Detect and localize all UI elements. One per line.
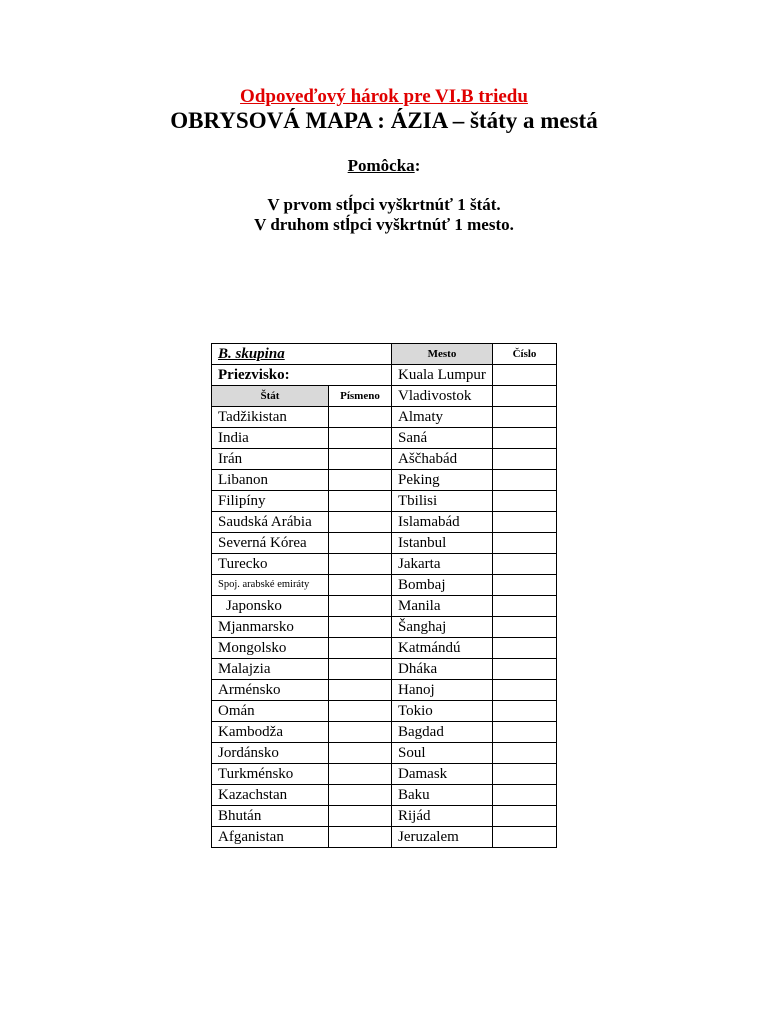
table-row [212,827,557,848]
table-row [212,680,557,701]
table-row [212,512,557,533]
state-cell: Mjanmarsko [212,617,329,638]
table-row [212,743,557,764]
col-state-header: Štát [212,386,329,407]
number-cell[interactable] [493,722,557,743]
state-cell: Turkménsko [212,764,329,785]
city-cell: Bombaj [392,575,493,596]
number-cell[interactable] [493,596,557,617]
number-cell[interactable] [493,575,557,596]
letter-cell[interactable] [329,701,392,722]
city-cell: Jakarta [392,554,493,575]
number-cell[interactable] [493,701,557,722]
col-number-header: Číslo [493,344,557,365]
letter-cell[interactable] [329,638,392,659]
table-row [212,491,557,512]
city-cell: Damask [392,764,493,785]
instruction-line-2: V druhom stĺpci vyškrtnúť 1 mesto. [254,215,514,234]
group-cell [212,344,392,365]
state-cell: Mongolsko [212,638,329,659]
letter-cell[interactable] [329,533,392,554]
number-cell[interactable] [493,470,557,491]
letter-cell[interactable] [329,596,392,617]
number-cell[interactable] [493,743,557,764]
state-cell: Japonsko [212,596,329,617]
city-cell: Islamabád [392,512,493,533]
city-cell: Katmándú [392,638,493,659]
number-cell[interactable] [493,407,557,428]
table-row [212,449,557,470]
surname-label: Priezvisko: [212,365,392,386]
table-header-row-3 [212,386,557,407]
state-cell: Spoj. arabské emiráty [212,575,329,596]
letter-cell[interactable] [329,722,392,743]
number-cell[interactable] [493,827,557,848]
city-cell: Vladivostok [392,386,493,407]
state-cell: Bhután [212,806,329,827]
letter-cell[interactable] [329,764,392,785]
hint-heading [0,156,768,176]
number-cell[interactable] [493,680,557,701]
state-cell: Afganistan [212,827,329,848]
city-cell: Kuala Lumpur [392,365,493,386]
state-cell: Malajzia [212,659,329,680]
letter-cell[interactable] [329,449,392,470]
letter-cell[interactable] [329,428,392,449]
letter-cell[interactable] [329,512,392,533]
number-cell[interactable] [493,785,557,806]
table-header-row-1 [212,344,557,365]
city-cell: Tokio [392,701,493,722]
instruction-line-1: V prvom stĺpci vyškrtnúť 1 štát. [267,195,501,214]
state-cell: Libanon [212,470,329,491]
letter-cell[interactable] [329,575,392,596]
number-cell[interactable] [493,554,557,575]
table-row [212,722,557,743]
state-cell: Saudská Arábia [212,512,329,533]
letter-cell[interactable] [329,617,392,638]
city-cell: Šanghaj [392,617,493,638]
table-row [212,659,557,680]
table-row [212,596,557,617]
table-row [212,806,557,827]
city-cell: Manila [392,596,493,617]
city-cell: Aščhabád [392,449,493,470]
state-cell: Jordánsko [212,743,329,764]
table-row [212,638,557,659]
city-cell: Bagdad [392,722,493,743]
table-row [212,428,557,449]
letter-cell[interactable] [329,785,392,806]
city-cell: Soul [392,743,493,764]
number-cell[interactable] [493,365,557,386]
number-cell[interactable] [493,449,557,470]
number-cell[interactable] [493,386,557,407]
letter-cell[interactable] [329,470,392,491]
city-cell: Jeruzalem [392,827,493,848]
state-cell: Tadžikistan [212,407,329,428]
city-cell: Hanoj [392,680,493,701]
city-cell: Rijád [392,806,493,827]
col-letter-header: Písmeno [329,386,392,407]
table-row [212,470,557,491]
city-cell: Almaty [392,407,493,428]
letter-cell[interactable] [329,407,392,428]
table-row [212,617,557,638]
state-cell: India [212,428,329,449]
table-header-row-2 [212,365,557,386]
letter-cell[interactable] [329,827,392,848]
state-cell: Filipíny [212,491,329,512]
table-row [212,785,557,806]
answer-table [211,343,557,848]
col-city-header: Mesto [392,344,493,365]
city-cell: Istanbul [392,533,493,554]
table-row [212,407,557,428]
hint-colon: : [414,156,421,175]
number-cell[interactable] [493,764,557,785]
state-cell: Omán [212,701,329,722]
city-cell: Saná [392,428,493,449]
letter-cell[interactable] [329,806,392,827]
table-row [212,764,557,785]
state-cell: Kazachstan [212,785,329,806]
number-cell[interactable] [493,806,557,827]
state-cell: Irán [212,449,329,470]
letter-cell[interactable] [329,659,392,680]
letter-cell[interactable] [329,743,392,764]
group-label: B. skupina [218,346,285,362]
letter-cell[interactable] [329,491,392,512]
number-cell[interactable] [493,491,557,512]
hint-label: Pomôcka [347,156,415,175]
state-cell: Arménsko [212,680,329,701]
city-cell: Peking [392,470,493,491]
state-cell: Kambodža [212,722,329,743]
state-cell: Turecko [212,554,329,575]
table-row [212,701,557,722]
number-cell[interactable] [493,617,557,638]
number-cell[interactable] [493,428,557,449]
number-cell[interactable] [493,638,557,659]
sheet-subtitle: Odpoveďový hárok pre VI.B triedu [240,86,528,107]
number-cell[interactable] [493,533,557,554]
table-row [212,554,557,575]
city-cell: Tbilisi [392,491,493,512]
table-row [212,533,557,554]
letter-cell[interactable] [329,680,392,701]
page-title: OBRYSOVÁ MAPA : ÁZIA – štáty a mestá [170,108,598,133]
table-row [212,575,557,596]
city-cell: Baku [392,785,493,806]
number-cell[interactable] [493,512,557,533]
letter-cell[interactable] [329,554,392,575]
city-cell: Dháka [392,659,493,680]
state-cell: Severná Kórea [212,533,329,554]
number-cell[interactable] [493,659,557,680]
